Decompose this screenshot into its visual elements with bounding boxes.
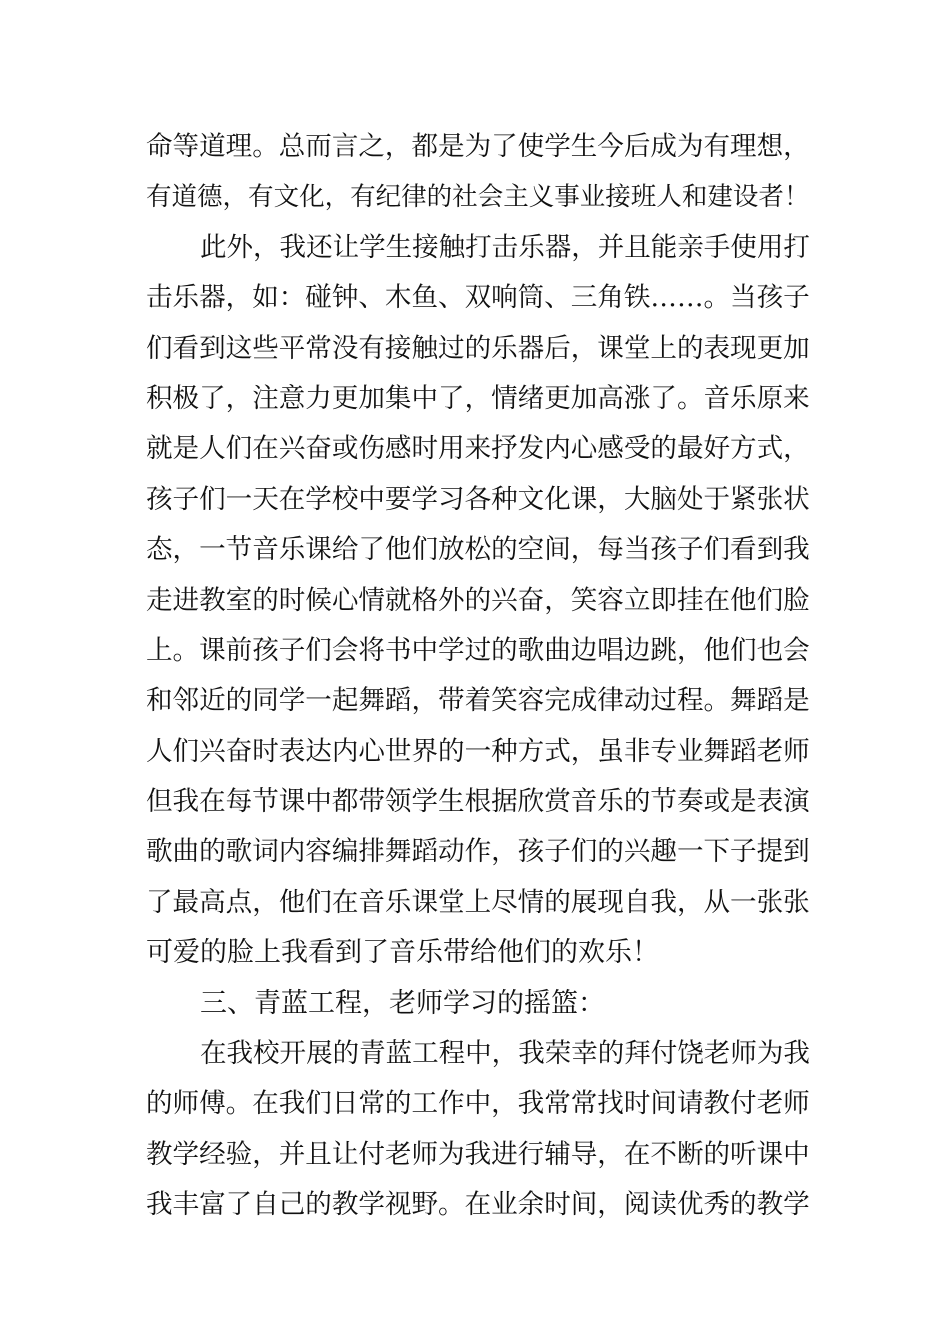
text-line: 上。课前孩子们会将书中学过的歌曲边唱边跳，他们也会 — [146, 634, 810, 666]
text-line: 但我在每节课中都带领学生根据欣赏音乐的节奏或是表演 — [146, 786, 810, 818]
text-line: 们看到这些平常没有接触过的乐器后，课堂上的表现更加 — [146, 332, 810, 364]
text-line: 和邻近的同学一起舞蹈，带着笑容完成律动过程。舞蹈是 — [146, 685, 810, 717]
text-line: 了最高点，他们在音乐课堂上尽情的展现自我，从一张张 — [146, 886, 810, 918]
text-line: 积极了，注意力更加集中了，情绪更加高涨了。音乐原来 — [146, 382, 810, 414]
section-heading: 三、青蓝工程，老师学习的摇篮： — [200, 987, 605, 1019]
text-line: 我丰富了自己的教学视野。在业余时间，阅读优秀的教学 — [146, 1189, 810, 1221]
paragraph-first-line: 在我校开展的青蓝工程中，我荣幸的拜付饶老师为我 — [200, 1038, 810, 1070]
text-line: 孩子们一天在学校中要学习各种文化课，大脑处于紧张状 — [146, 483, 810, 515]
body-text — [146, 122, 810, 1231]
text-line: 人们兴奋时表达内心世界的一种方式，虽非专业舞蹈老师 — [146, 735, 810, 767]
text-line: 击乐器，如：碰钟、木鱼、双响筒、三角铁……。当孩子 — [146, 282, 810, 314]
text-line: 歌曲的歌词内容编排舞蹈动作，孩子们的兴趣一下子提到 — [146, 836, 810, 868]
paragraph-first-line: 此外，我还让学生接触打击乐器，并且能亲手使用打 — [200, 231, 810, 263]
text-line: 有道德，有文化，有纪律的社会主义事业接班人和建设者！ — [146, 182, 810, 213]
text-line: 教学经验，并且让付老师为我进行辅导，在不断的听课中 — [146, 1138, 810, 1170]
text-line: 就是人们在兴奋或伤感时用来抒发内心感受的最好方式， — [146, 433, 810, 465]
text-line: 态，一节音乐课给了他们放松的空间，每当孩子们看到我 — [146, 534, 810, 566]
text-line: 命等道理。总而言之，都是为了使学生今后成为有理想， — [146, 131, 810, 162]
text-line: 走进教室的时候心情就格外的兴奋，笑容立即挂在他们脸 — [146, 584, 810, 616]
text-line: 可爱的脸上我看到了音乐带给他们的欢乐！ — [146, 937, 659, 969]
text-line: 的师傅。在我们日常的工作中，我常常找时间请教付老师 — [146, 1088, 810, 1120]
